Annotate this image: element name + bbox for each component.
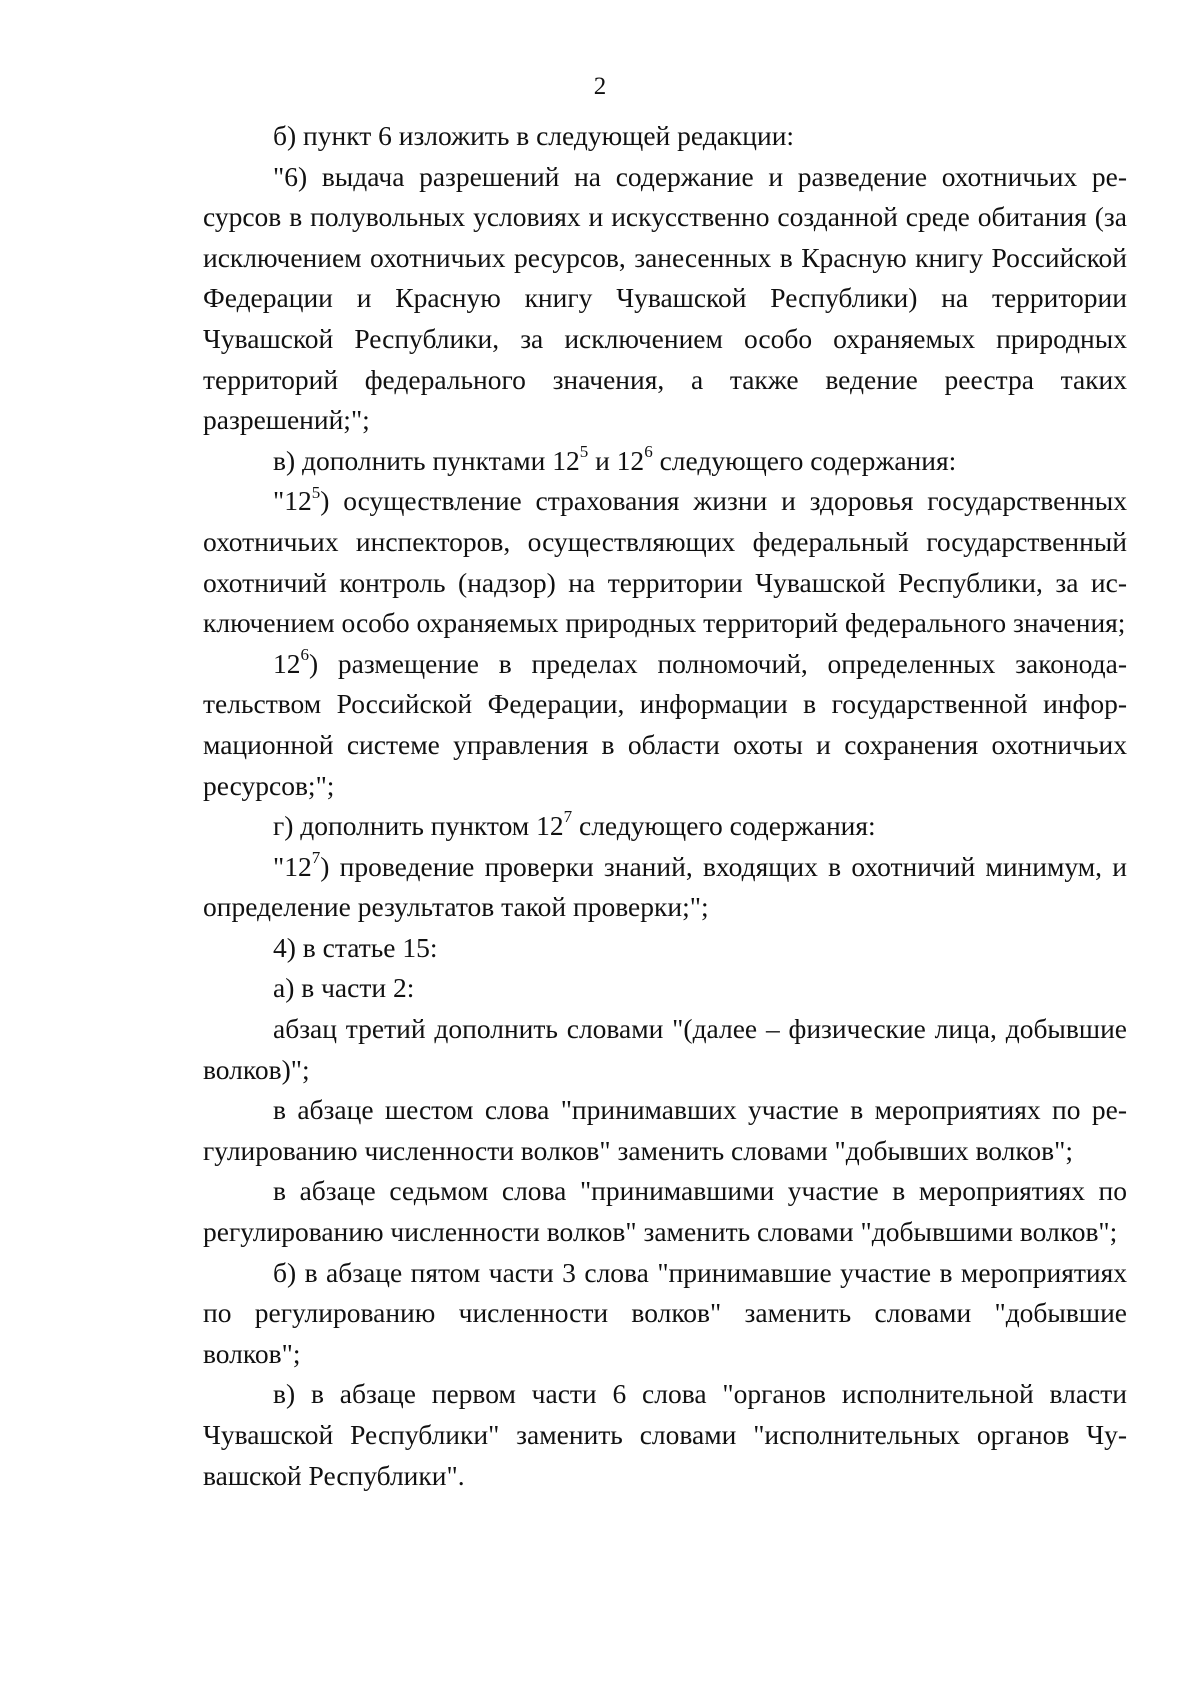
paragraph-text: 4) в статье 15: [273,931,438,963]
paragraph-text: в абзаце шестом слова "принимавших участие в мероприятиях по регулированию численности волков" заменить словами "добывших волков"; [203,1094,1127,1166]
paragraph-text: "12 [273,485,312,517]
document-body [203,116,1127,1496]
page-number: 2 [593,73,607,100]
paragraph-text: и 12 [588,444,645,476]
paragraph-11 [203,1090,1127,1171]
paragraph-5 [203,644,1127,806]
paragraph-text: "12 [273,850,312,882]
paragraph-text: в) дополнить пунктами 12 [273,444,580,476]
paragraph-10 [203,1009,1127,1090]
paragraph-14 [203,1374,1127,1496]
paragraph-3 [203,441,1127,482]
paragraph-text: б) пункт 6 изложить в следующей редакции: [273,120,795,151]
superscript: 6 [644,442,653,462]
paragraph-text: 12 [273,647,301,679]
paragraph-1 [203,116,1127,157]
paragraph-13 [203,1253,1127,1375]
superscript: 5 [579,442,589,462]
paragraph-text: следующего содержания: [572,810,876,842]
paragraph-6 [203,806,1127,847]
paragraph-text: а) в части 2: [273,972,415,1004]
paragraph-2 [203,157,1127,441]
paragraph-text: ) проведение проверки знаний, входящих в охотничий минимум, и определение результатов такой проверки;"; [203,850,1127,923]
superscript: 7 [563,807,573,827]
paragraph-text: в абзаце седьмом слова "принимавшими участие в мероприятиях по регулированию численности волков" заменить словами "добывшими волков"; [203,1175,1127,1248]
paragraph-12 [203,1171,1127,1252]
paragraph-text: ) размещение в пределах полномочий, определенных законодательством Российской Федерации, информации в государственной информационной системе управления в области охоты и сохранения охотничьих ресурсов;"; [203,647,1127,801]
superscript: 7 [311,847,321,867]
paragraph-text: абзац третий дополнить словами "(далее – физические лица, добывшие волков)"; [203,1013,1127,1085]
paragraph-9 [203,968,1127,1009]
paragraph-text: следующего содержания: [652,444,957,476]
paragraph-text: б) в абзаце пятом части 3 слова "принимавшие участие в мероприятиях по регулированию численности волков" заменить словами "добывшие волков"; [203,1256,1127,1369]
paragraph-text: "6) выдача разрешений на содержание и разведение охотничьих ресурсов в полувольных условиях и искусственно созданной среде обитания (за исключением охотничьих ресурсов, занесенных в Красную книгу Российской Федерации и Красную книгу Чувашской Республики) на территории Чувашской Республики, за исключением особо охраняемых природных территорий федерального значения, а также ведение реестра таких разрешений;"; [203,160,1127,436]
superscript: 5 [311,482,321,502]
paragraph-text: в) в абзаце первом части 6 слова "органов исполнительной власти Чувашской Республики" заменить словами "исполнительных органов Чувашской Республики". [203,1378,1127,1491]
paragraph-text: г) дополнить пунктом 12 [273,810,564,842]
paragraph-text: ) осуществление страхования жизни и здоровья государственных охотничьих инспекторов, осуществляющих федеральный государственный охотничий контроль (надзор) на территории Чувашской Республики, за исключением особо охраняемых природных территорий федерального значения; [203,485,1127,639]
paragraph-8 [203,928,1127,969]
paragraph-7 [203,847,1127,928]
paragraph-4 [203,481,1127,643]
superscript: 6 [300,645,310,665]
